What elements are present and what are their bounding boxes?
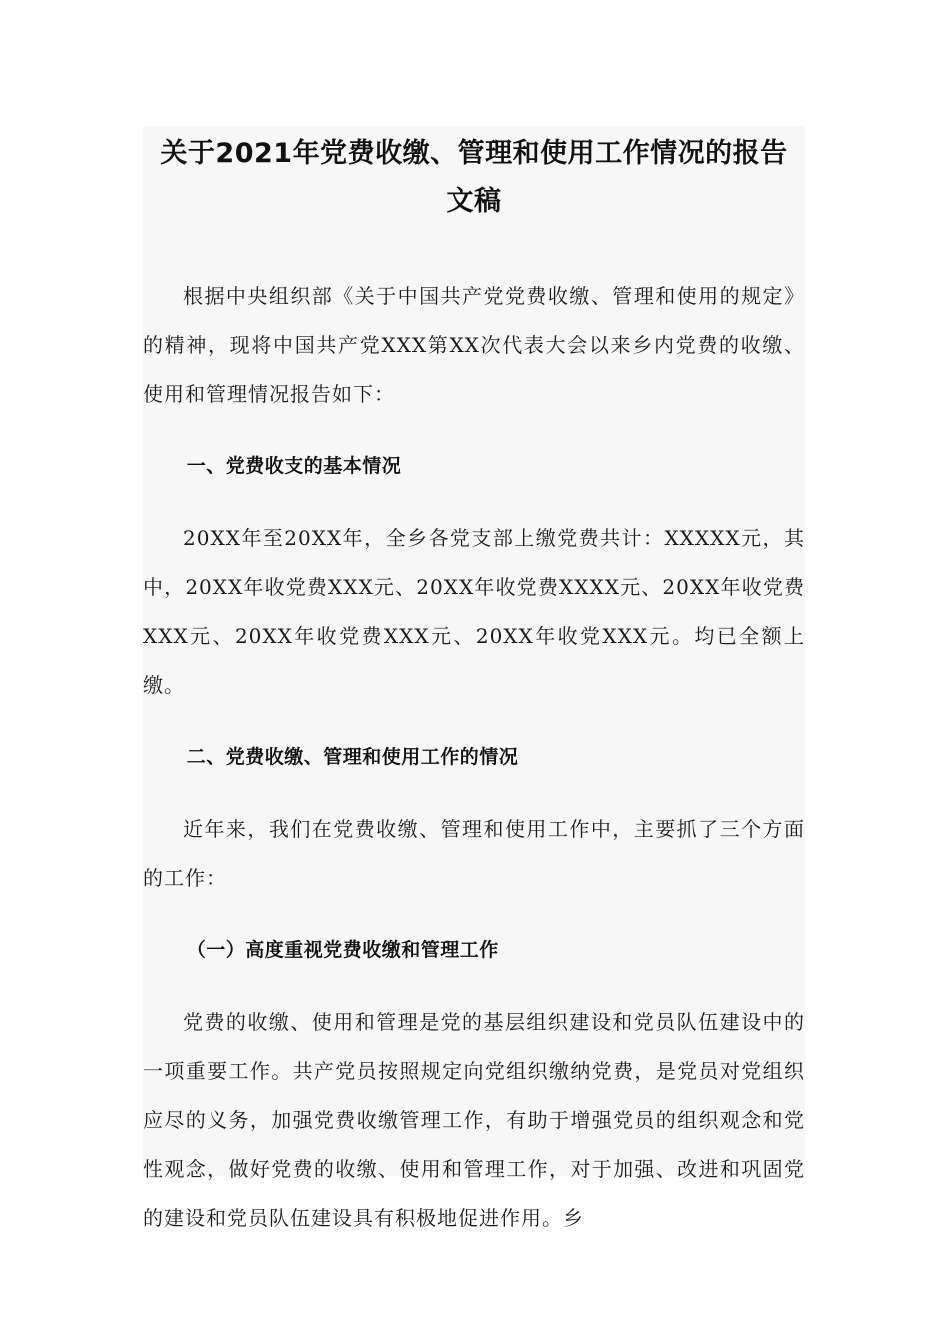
- title-line-1: 关于2021年党费收缴、管理和使用工作情况的报告: [160, 138, 788, 169]
- spacer: [143, 903, 805, 926]
- title-line-2: 文稿: [446, 186, 502, 217]
- spacer: [143, 491, 805, 514]
- spacer: [143, 782, 805, 805]
- intro-paragraph: 根据中央组织部《关于中国共产党党费收缴、管理和使用的规定》的精神，现将中国共产党XXX第XX次代表大会以来乡内党费的收缴、使用和管理情况报告如下：: [143, 284, 805, 406]
- section-2-heading: 二、党费收缴、管理和使用工作的情况: [186, 746, 519, 768]
- section-1-heading: 一、党费收支的基本情况: [186, 455, 402, 477]
- subsection-1-heading: （一）高度重视党费收缴和管理工作: [186, 939, 499, 961]
- document-title: [143, 126, 805, 226]
- spacer: [143, 226, 805, 272]
- document-page: [143, 126, 805, 1230]
- section-2-intro-paragraph: 近年来，我们在党费收缴、管理和使用工作中，主要抓了三个方面的工作：: [143, 817, 805, 890]
- spacer: [143, 419, 805, 442]
- section-1-paragraph: 20XX年至20XX年，全乡各党支部上缴党费共计：XXXXX元，其中，20XX年收党费XXX元、20XX年收党费XXXX元、20XX年收党费XXX元、20XX年收党费XXX元、20XX年收党XXX元。均已全额上缴。: [143, 526, 805, 697]
- spacer: [143, 710, 805, 733]
- subsection-1-paragraph: 党费的收缴、使用和管理是党的基层组织建设和党员队伍建设中的一项重要工作。共产党员按照规定向党组织缴纳党费，是党员对党组织应尽的义务，加强党费收缴管理工作，有助于增强党员的组织观念和党性观念，做好党费的收缴、使用和管理工作，对于加强、改进和巩固党的建设和党员队伍建设具有积极地促进作用。乡: [143, 1010, 805, 1230]
- spacer: [143, 975, 805, 998]
